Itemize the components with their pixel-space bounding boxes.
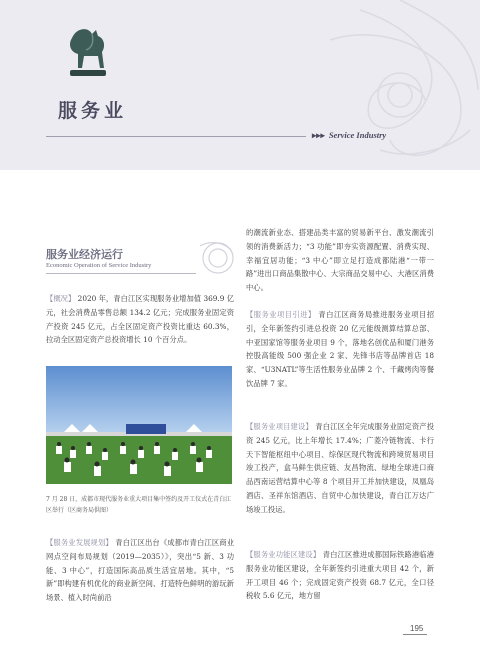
paragraph-text: 青白江区全年完成服务业固定资产投资 245 亿元，比上年增长 17.4%；广菱冷链物流、卡行天下智能枢纽中心项目、综保区现代物流和跨境贸易项目竣工投产，盒马鲜生供应链、友昌物流、绿地全球进口商品西南运营结算中心等 8 个项目开工并加快建设，凤凰岛酒店、圣祥东馆酒店、自贸中心加快建设，青白江万达广场竣工投运。 bbox=[246, 422, 434, 514]
paragraph-text: 青白江区出台《成都市青白江区商业网点空间布局规划（2019—2035）》，突出“5 新、3 功能、3 中心”，打造国际高品质生活宜居地。其中，“5 新”即构建有机优化的商业新空间、打造特色鲜明的游玩新场景、植入时尚前沿 bbox=[46, 538, 234, 603]
paragraph-text: 青白江区推进成都国际铁路港临港服务业功能区建设，全年新签约引进重大项目 42 个，新开工项目 46 个；完成固定资产投资 68.7 亿元，全口径税收 5.6 亿元，地方留 bbox=[246, 550, 435, 601]
paragraph-text: 2020 年，青白江区实现服务业增加值 369.9 亿元，社会消费品零售总额 134.2 亿元；完成服务业固定资产投资 245 亿元，占全区固定资产投资比重达 60.3%，拉动全区固定资产总投资增长 10 个百分点。 bbox=[46, 294, 235, 345]
section-en-label bbox=[312, 130, 386, 141]
planning-paragraph bbox=[46, 536, 234, 605]
section-en-text: Service Industry bbox=[328, 130, 387, 140]
function-zone-paragraph bbox=[246, 548, 434, 603]
photo-caption: 7 月 28 日，成都市现代服务业重大项目集中签约及开工仪式在青白江区举行（区商务局供图） bbox=[46, 496, 232, 514]
circle-ornament-icon bbox=[196, 238, 234, 278]
subsection-title: 服务业经济运行 bbox=[46, 248, 123, 261]
subsection-title-en: Economic Operation of Service Industry bbox=[46, 262, 152, 269]
project-construction-paragraph bbox=[246, 420, 434, 517]
triple-arrow-icon: ▸▸▸ bbox=[312, 130, 325, 140]
paragraph-tag: 【服务业功能区建设】 bbox=[246, 550, 321, 559]
page-number-underline bbox=[403, 634, 427, 635]
project-introduction-paragraph bbox=[246, 308, 434, 391]
page-number: 195 bbox=[410, 624, 424, 633]
continued-paragraph bbox=[246, 226, 434, 295]
subsection-divider bbox=[46, 273, 196, 274]
paragraph-text: 青白江区商务局推进服务业项目招引，全年新签约引进总投资 20 亿元能级测算结算总部、中亚国家馆等服务业项目 9 个，落地名创优品和厦门港务控股高能级 500 强企业 2 家、先锋书店等品牌首店 18 家、“U3NATL”等生活性服务业品牌 2 个、千藏烤肉等餐饮品牌 7 家。 bbox=[246, 310, 435, 388]
paragraph-tag: 【服务业项目建设】 bbox=[246, 422, 313, 431]
chapter-title: 服务业 bbox=[58, 100, 128, 122]
divider-line bbox=[46, 136, 306, 137]
paragraph-tag: 【概况】 bbox=[46, 294, 76, 303]
paragraph-tag: 【服务业项目引进】 bbox=[246, 310, 316, 319]
paragraph-tag: 【服务业发展规划】 bbox=[46, 538, 113, 547]
ornament-pattern-icon bbox=[300, 0, 480, 170]
overview-paragraph bbox=[46, 292, 234, 347]
signing-ceremony-photo bbox=[46, 366, 232, 484]
paragraph-text: 的潮流新业态、搭建品类丰富的贸易新平台、激发潮流引领的消费新活力；“3 功能”即夯实资源配置、消费实现、幸福宜居功能；“3 中心”即立足打造成都陆港“一带一路”进出口商品集散中心、大宗商品交易中心、大港区消费中心。 bbox=[246, 228, 434, 293]
chapter-header bbox=[0, 0, 480, 170]
bronze-horse-logo bbox=[58, 22, 114, 84]
